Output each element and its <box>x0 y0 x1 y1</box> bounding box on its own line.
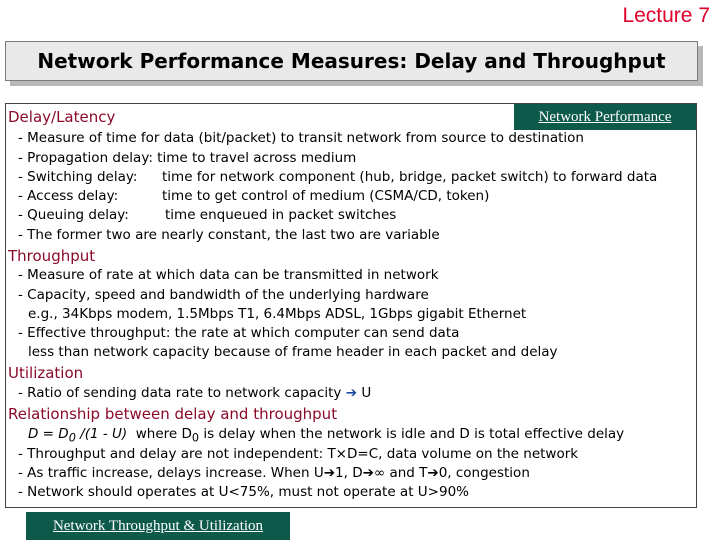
delay-line-4-text: time to get control of medium (CSMA/CD, token) <box>162 188 490 204</box>
throughput-line-4: - Effective throughput: the rate at which computer can send data <box>18 325 460 341</box>
formula-sub: 0 <box>68 431 76 445</box>
throughput-line-2: - Capacity, speed and bandwidth of the underlying hardware <box>18 287 429 303</box>
throughput-line-3: e.g., 34Kbps modem, 1.5Mbps T1, 6.4Mbps ADSL, 1Gbps gigabit Ethernet <box>28 306 527 322</box>
relationship-formula <box>28 426 624 445</box>
delay-line-4-label: - Access delay: <box>18 188 119 204</box>
utilization-line-1 <box>18 385 371 401</box>
relationship-line-4: - Network should operates at U<75%, must not operate at U>90% <box>18 484 469 500</box>
relationship-line-3: - As traffic increase, delays increase. When U➔1, D➔∞ and T➔0, congestion <box>18 465 530 481</box>
relationship-line-2: - Throughput and delay are not independent: T×D=C, data volume on the network <box>18 446 579 462</box>
delay-line-3-text: time for network component (hub, bridge, packet switch) to forward data <box>162 169 658 185</box>
formula-where: where D <box>135 426 192 442</box>
utilization-heading: Utilization <box>8 364 84 382</box>
formula-d-eq: D = D <box>28 426 69 442</box>
delay-line-6: - The former two are nearly constant, the last two are variable <box>18 227 440 243</box>
delay-line-5-text: time enqueued in packet switches <box>165 207 397 223</box>
delay-heading: Delay/Latency <box>8 108 116 126</box>
right-arrow-icon: ➔ <box>345 385 358 401</box>
throughput-line-5: less than network capacity because of frame header in each packet and delay <box>28 344 558 360</box>
formula-denominator: /(1 - U) <box>75 426 128 442</box>
lecture-label: Lecture 7 <box>622 4 710 27</box>
slide-title: Network Performance Measures: Delay and Throughput <box>5 41 698 81</box>
throughput-heading: Throughput <box>8 247 96 265</box>
relationship-heading: Relationship between delay and throughput <box>8 405 338 423</box>
delay-line-3-label: - Switching delay: <box>18 169 138 185</box>
delay-line-5-label: - Queuing delay: <box>18 207 129 223</box>
network-throughput-button[interactable]: Network Throughput & Utilization <box>26 512 290 540</box>
throughput-line-1: - Measure of rate at which data can be transmitted in network <box>18 267 439 283</box>
formula-explanation: is delay when the network is idle and D is total effective delay <box>199 426 625 442</box>
utilization-line-1-text: - Ratio of sending data rate to network capacity <box>18 385 342 401</box>
delay-line-1: - Measure of time for data (bit/packet) to transit network from source to destination <box>18 130 584 146</box>
formula-sub-2: 0 <box>191 431 200 445</box>
utilization-line-1-end: U <box>361 385 372 401</box>
delay-line-2: - Propagation delay: time to travel across medium <box>18 150 357 166</box>
network-performance-button[interactable]: Network Performance <box>514 104 696 130</box>
